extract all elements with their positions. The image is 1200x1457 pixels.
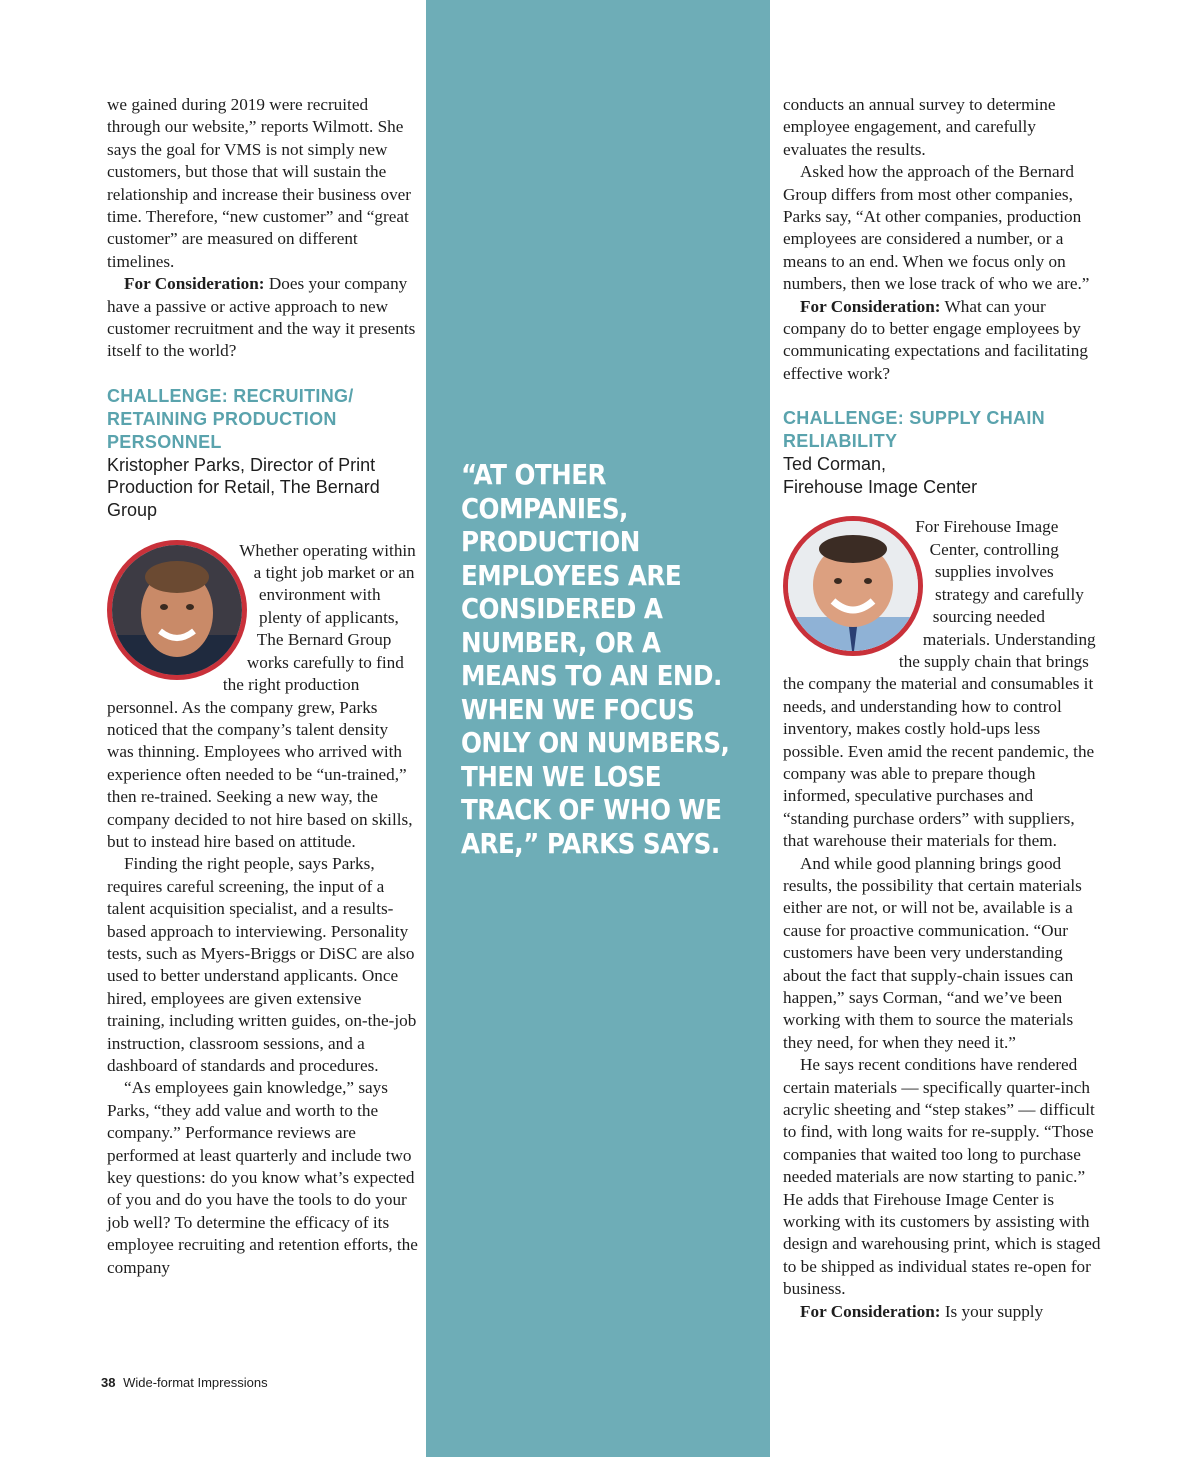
consideration-text: What can your company do to better engage employees by communicating expectations and facilitating effective work? xyxy=(783,296,1088,383)
portrait-parks-image xyxy=(112,545,242,675)
byline-parks xyxy=(107,454,419,522)
pull-quote: “AT OTHER COMPANIES, PRODUCTION EMPLOYEES ARE CONSIDERED A NUMBER, OR A MEANS TO AN END. WHEN WE FOCUS ONLY ON NUMBERS, THEN WE LOSE TRACK OF WHO WE ARE,” PARKS SAYS. xyxy=(461,458,730,860)
corman-paragraph-2: And while good planning brings good results, the possibility that certain materials either are not, or will not be, available is a cause for proactive communication. “Our customers have been very understanding about the fact that supply-chain issues can happen,” says Corman, “and we’ve been working with them to source the materials they need, for when they need it.” xyxy=(783,853,1082,1052)
left-column xyxy=(107,94,419,1279)
consideration-label: For Consideration: xyxy=(800,1301,941,1321)
challenge-heading-recruiting: CHALLENGE: RECRUITING/ RETAINING PRODUCTION PERSONNEL xyxy=(107,385,354,452)
challenge-heading-supply-chain: CHALLENGE: SUPPLY CHAIN RELIABILITY xyxy=(783,408,1045,452)
byline-corman xyxy=(783,453,1101,498)
byline-text: Kristopher Parks, Director of Print Production for Retail, The Bernard Group xyxy=(107,454,380,521)
publication-name: Wide-format Impressions xyxy=(123,1375,268,1390)
right-consideration-paragraph xyxy=(783,296,1101,386)
corman-paragraph-1: For Firehouse Image Center, controlling supplies involves strategy and carefully sourcing needed materials. Understanding the supply chain that brings the company the material and consumables it needs, and understanding how to control inventory, makes costly hold-ups less possible. Even amid the recent pandemic, the company was able to prepare though informed, speculative purchases and “standing purchase orders” with suppliers, that warehouse their materials for them. xyxy=(783,517,1096,851)
page-footer xyxy=(101,1375,268,1390)
consideration-label: For Consideration: xyxy=(124,274,265,294)
corman-paragraph-3: He says recent conditions have rendered certain materials — specifically quarter-inch acrylic sheeting and “step stakes” — difficult to find, with long waits for re-supply. “Those companies that waited too long to purchase needed materials are now starting to panic.” He adds that Firehouse Image Center is working with its customers by assisting with design and warehousing print, which is staged to be shipped as individual states re-open for business. xyxy=(783,1055,1101,1299)
portrait-kristopher-parks xyxy=(107,540,247,680)
parks-paragraph-3: “As employees gain knowledge,” says Parks, “they add value and worth to the company.” Performance reviews are performed at least quarterly and include two key questions: do you know what’s expected of you and do you have the tools to do your job well? To determine the efficacy of its employee recruiting and retention efforts, the company xyxy=(107,1078,418,1277)
consideration-label: For Consideration: xyxy=(800,296,941,316)
portrait-corman-image xyxy=(788,521,918,651)
right-intro-paragraph-2: Asked how the approach of the Bernard Group differs from most other companies, Parks say, “At other companies, production employees are considered a number, or a means to an end. When we focus only on numbers, then we lose track of who we are.” xyxy=(783,162,1090,294)
byline-text: Ted Corman, Firehouse Image Center xyxy=(783,454,978,497)
left-intro-paragraph: we gained during 2019 were recruited through our website,” reports Wilmott. She says the goal for VMS is not simply new customers, but those that will sustain the relationship and increase their business over time. Therefore, “new customer” and “great customer” are measured on different timelines. xyxy=(107,95,412,271)
consideration-text: Is your supply xyxy=(940,1301,1044,1321)
left-consideration-paragraph xyxy=(107,273,419,363)
consideration-text: Does your company have a passive or active approach to new customer recruitment and the way it presents itself to the world? xyxy=(107,274,416,361)
right-intro-paragraph-1: conducts an annual survey to determine employee engagement, and carefully evaluates the results. xyxy=(783,95,1056,159)
right-column xyxy=(783,94,1101,1323)
parks-paragraph-2: Finding the right people, says Parks, requires careful screening, the input of a talent acquisition specialist, and a results-based approach to interviewing. Personality tests, such as Myers-Briggs or DiSC are also used to better understand applicants. Once hired, employees are given extensive training, including written guides, on-the-job instruction, classroom sessions, and a dashboard of standards and procedures. xyxy=(107,854,417,1075)
parks-paragraph-1: Whether operating within a tight job market or an environment with plenty of applicants, The Bernard Group works carefully to find the right production personnel. As the company grew, Parks noticed that the company’s talent density was thinning. Employees who arrived with experience often needed to be “un-trained,” then re-trained. Seeking a new way, the company decided to not hire based on skills, but to instead hire based on attitude. xyxy=(107,540,416,851)
right-final-consideration xyxy=(783,1301,1101,1323)
portrait-ted-corman xyxy=(783,516,923,656)
page-number: 38 xyxy=(101,1375,116,1390)
